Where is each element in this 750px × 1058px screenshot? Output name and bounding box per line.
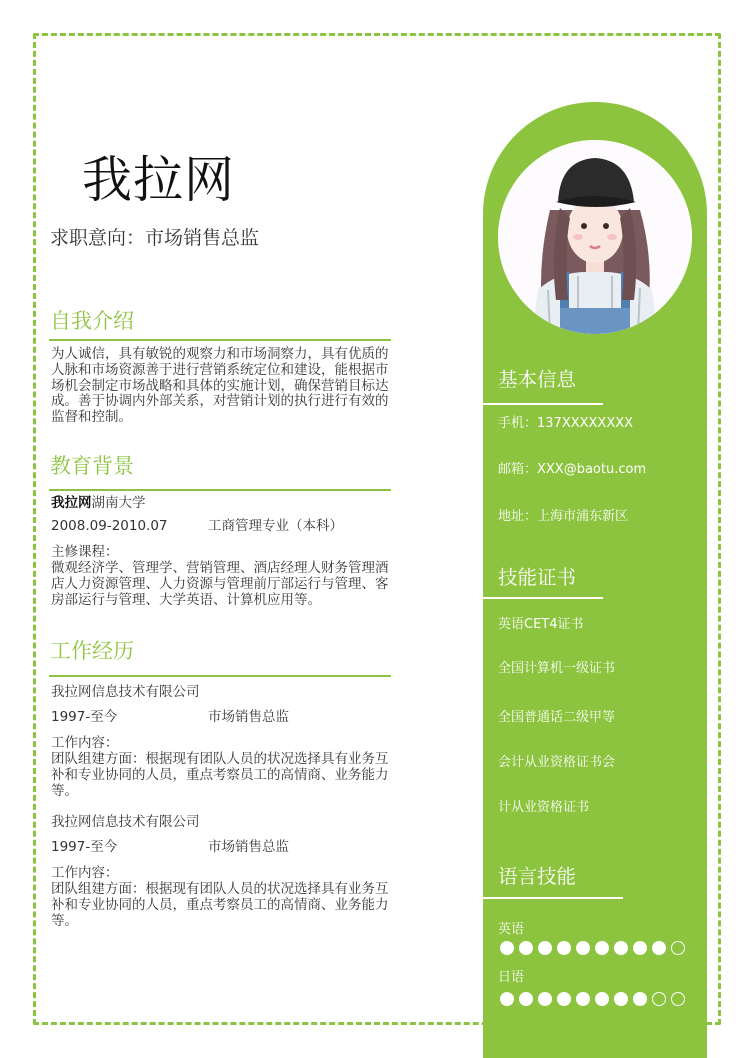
courses-label: 主修课程： — [51, 544, 119, 560]
school-prefix: 我拉网 — [51, 495, 92, 511]
work-company: 我拉网信息技术有限公司 — [51, 814, 200, 830]
filled-dot-icon — [652, 941, 666, 955]
filled-dot-icon — [576, 941, 590, 955]
education-major: 工商管理专业（本科） — [208, 518, 343, 534]
filled-dot-icon — [519, 941, 533, 955]
section-divider — [49, 339, 391, 341]
section-title-work: 工作经历 — [50, 639, 134, 663]
section-divider — [49, 675, 391, 677]
cert-item: 全国普通话二级甲等 — [498, 710, 616, 725]
filled-dot-icon — [576, 992, 590, 1006]
candidate-name: 我拉网 — [82, 151, 235, 209]
section-divider — [49, 489, 391, 491]
sidebar-title-basic: 基本信息 — [498, 368, 577, 391]
sidebar-divider — [483, 897, 623, 899]
filled-dot-icon — [595, 992, 609, 1006]
work-company: 我拉网信息技术有限公司 — [51, 684, 200, 700]
empty-dot-icon — [671, 941, 685, 955]
sidebar-divider — [483, 403, 603, 405]
about-text: 为人诚信，具有敏锐的观察力和市场洞察力，具有优质的人脉和市场资源善于进行营销系统定位和建设，能根据市场机会制定市场战略和具体的实施计划，确保营销目标达成。善于协调内外部关系，对营销计划的执行进行有效的监督和控制。 — [51, 346, 389, 426]
language-level-japanese — [500, 992, 685, 1006]
school-name: 湖南大学 — [91, 495, 146, 511]
filled-dot-icon — [557, 941, 571, 955]
address: 地址：上海市浦东新区 — [498, 509, 629, 524]
work-period: 1997-至今 — [51, 709, 118, 725]
work-content: 团队组建方面：根据现有团队人员的状况选择具有业务互补和专业协同的人员，重点考察员工的高情商、业务能力等。 — [51, 751, 389, 799]
cert-item: 全国计算机一级证书 — [498, 661, 616, 676]
language-level-english — [500, 941, 685, 955]
job-intention: 求职意向：市场销售总监 — [50, 227, 260, 249]
filled-dot-icon — [500, 992, 514, 1006]
work-position: 市场销售总监 — [208, 709, 289, 725]
education-period: 2008.09-2010.07 — [51, 518, 168, 534]
empty-dot-icon — [652, 992, 666, 1006]
filled-dot-icon — [633, 992, 647, 1006]
phone: 手机：137XXXXXXXX — [498, 416, 634, 431]
filled-dot-icon — [614, 941, 628, 955]
cert-item: 英语CET4证书 — [498, 617, 584, 632]
section-title-about: 自我介绍 — [50, 309, 134, 333]
empty-dot-icon — [671, 992, 685, 1006]
filled-dot-icon — [538, 941, 552, 955]
filled-dot-icon — [519, 992, 533, 1006]
filled-dot-icon — [595, 941, 609, 955]
filled-dot-icon — [538, 992, 552, 1006]
filled-dot-icon — [500, 941, 514, 955]
email: 邮箱：XXX@baotu.com — [498, 462, 647, 477]
work-content-label: 工作内容： — [51, 865, 119, 881]
language-name-english: 英语 — [498, 922, 525, 937]
work-position: 市场销售总监 — [208, 839, 289, 855]
avatar-photo — [498, 140, 692, 334]
cert-item: 会计从业资格证书会 — [498, 755, 616, 770]
cert-item: 计从业资格证书 — [498, 800, 590, 815]
filled-dot-icon — [614, 992, 628, 1006]
sidebar-title-certs: 技能证书 — [498, 566, 577, 589]
courses-text: 微观经济学、管理学、营销管理、酒店经理人财务管理酒店人力资源管理、人力资源与管理前厅部运行与管理、客房部运行与管理、大学英语、计算机应用等。 — [51, 560, 389, 608]
section-title-education: 教育背景 — [50, 454, 134, 478]
avatar-illustration-icon — [498, 140, 692, 334]
filled-dot-icon — [557, 992, 571, 1006]
work-period: 1997-至今 — [51, 839, 118, 855]
sidebar-title-languages: 语言技能 — [498, 865, 577, 888]
work-content-label: 工作内容： — [51, 735, 119, 751]
language-name-japanese: 日语 — [498, 970, 525, 985]
work-content: 团队组建方面：根据现有团队人员的状况选择具有业务互补和专业协同的人员，重点考察员工的高情商、业务能力等。 — [51, 881, 389, 929]
school — [51, 495, 146, 511]
filled-dot-icon — [633, 941, 647, 955]
sidebar-divider — [483, 597, 603, 599]
